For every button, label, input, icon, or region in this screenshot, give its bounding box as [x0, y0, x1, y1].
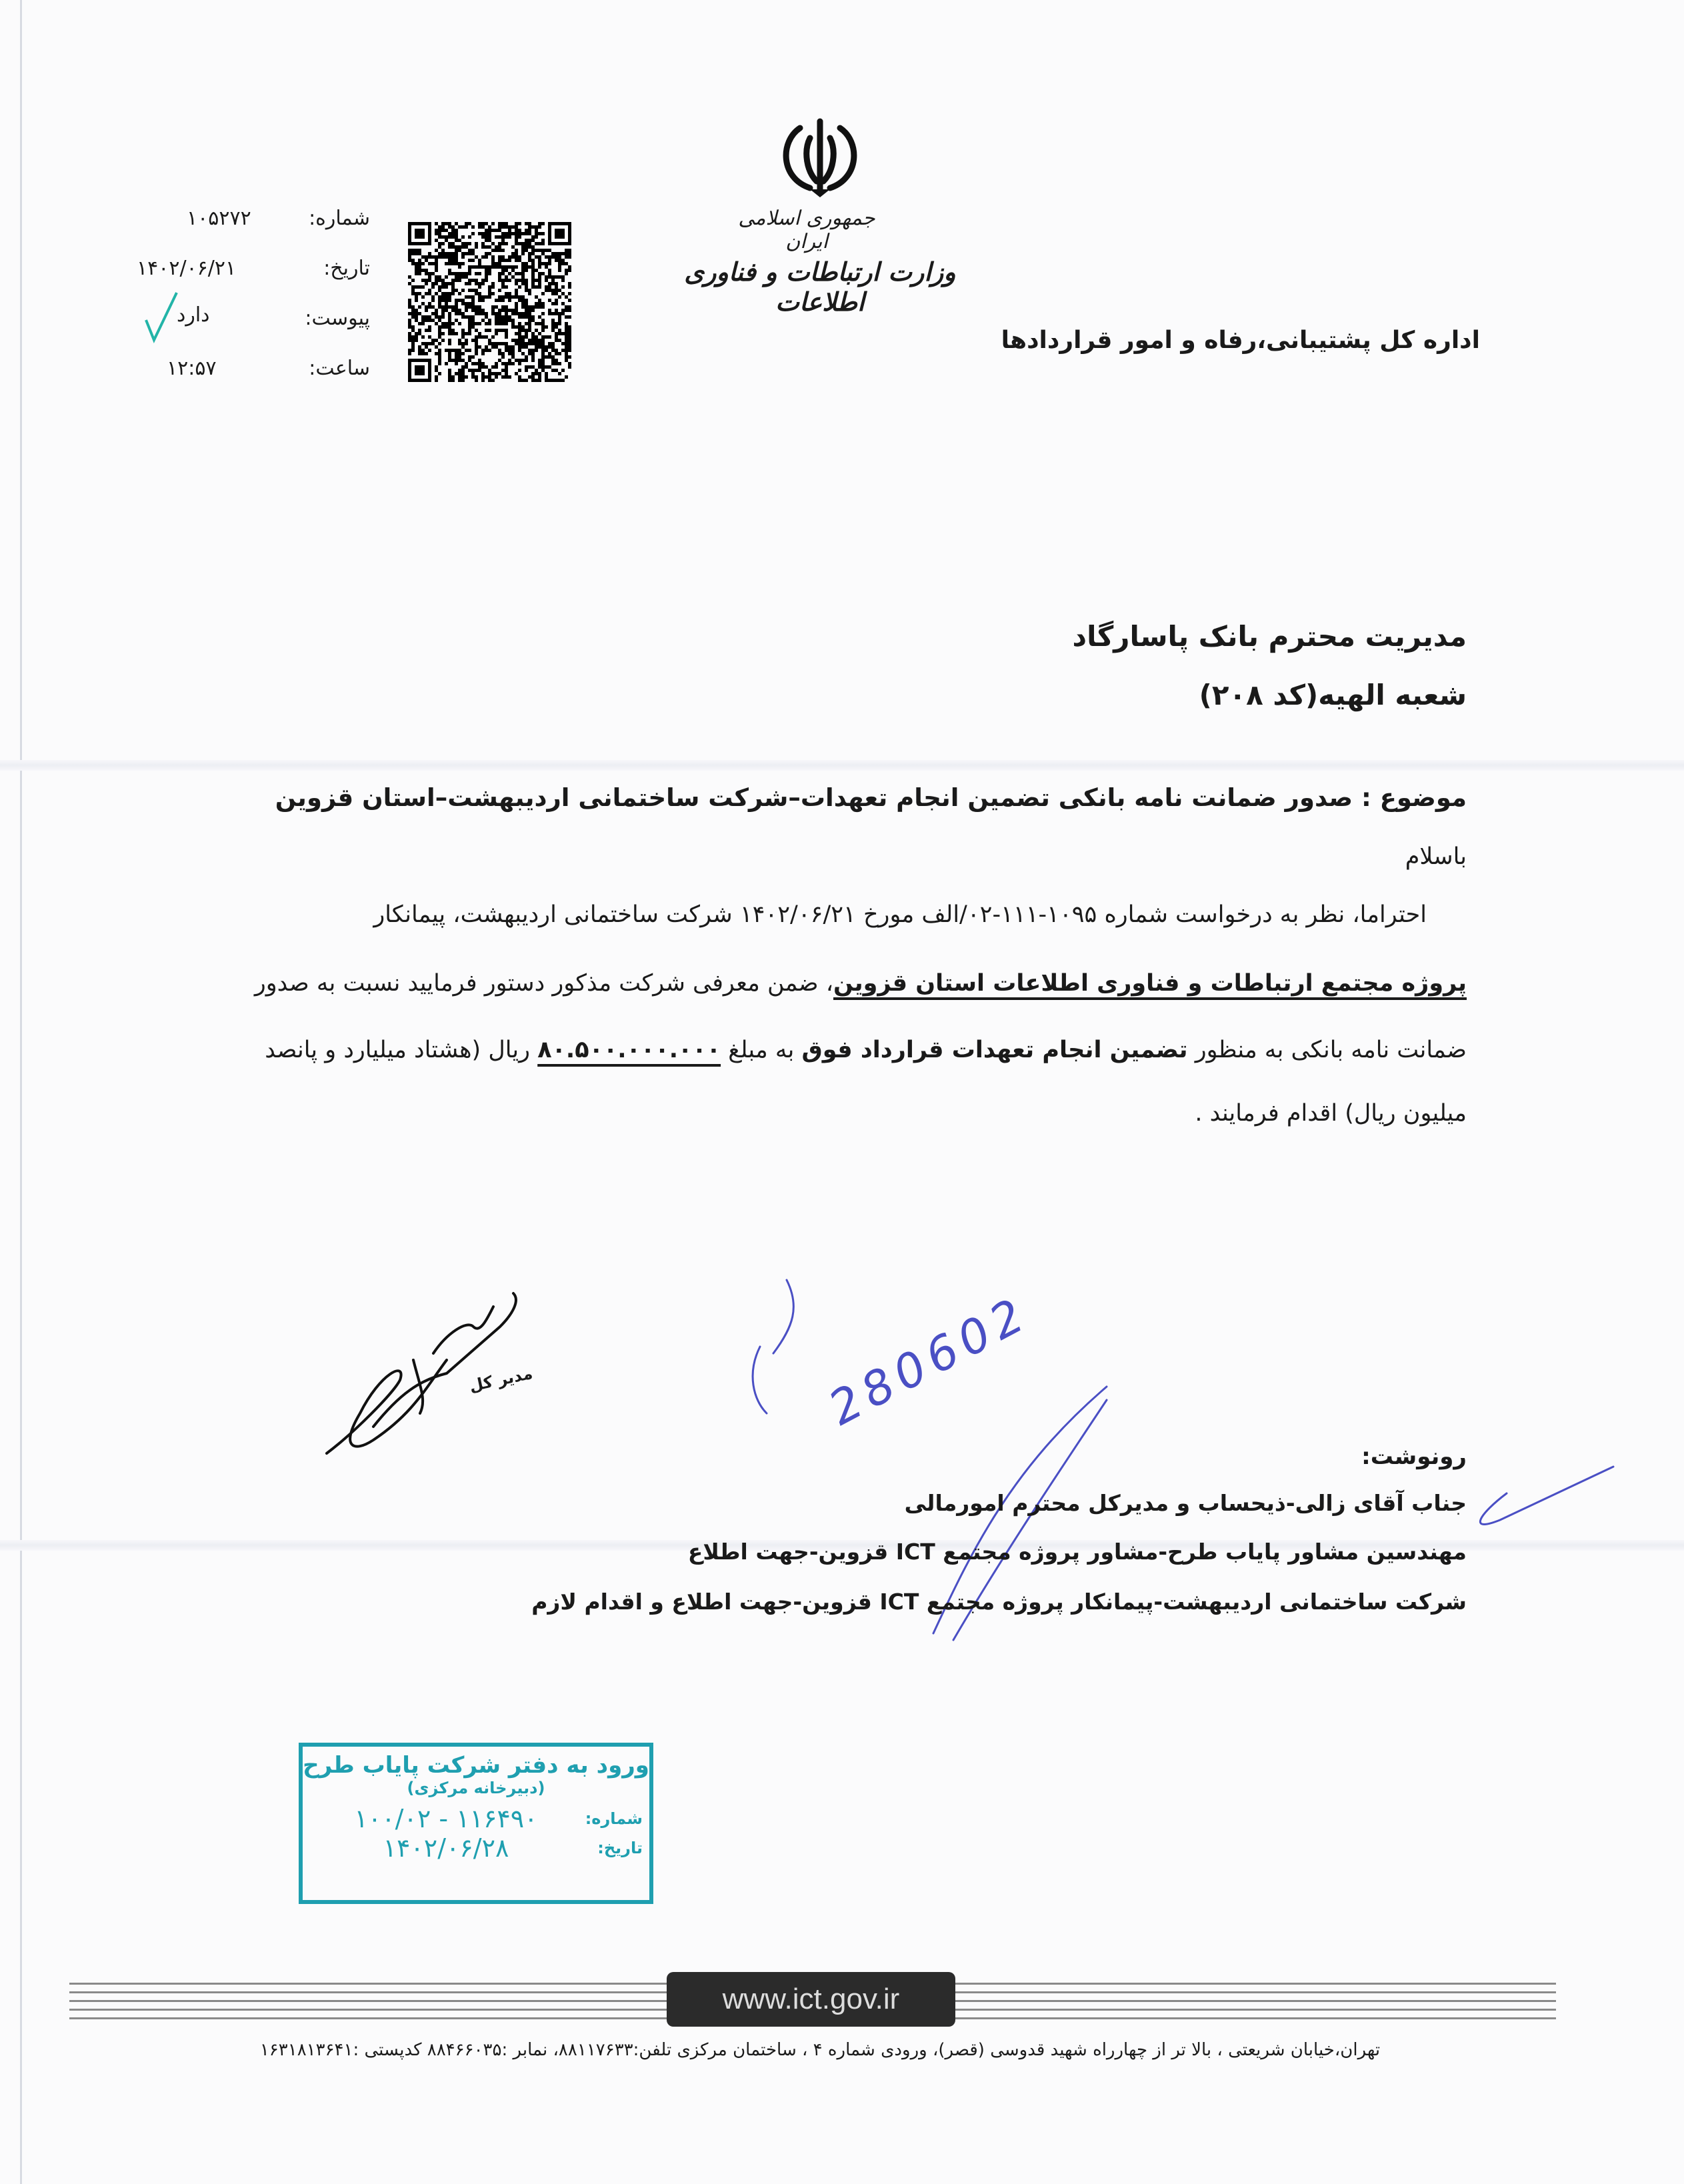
footer-address: تهران،خیابان شریعتی ، بالا تر از چهارراه شهید قدوسی (قصر)، ورودی شماره ۴ ، ساختمان مرکزی تلفن:۸۸۱۱۷۶۳۳، نمابر :۸۸۴۶۶۰۳۵ کدپستی :۱۶۳۱۸۱۳۶۴۱: [259, 2040, 1381, 2060]
qr-code: [408, 222, 571, 382]
time-value: ۱۲:۵۷: [167, 357, 217, 380]
body-text: به مبلغ: [721, 1037, 802, 1063]
received-stamp: [299, 1743, 653, 1904]
time-label: ساعت:: [309, 357, 370, 380]
cc-item: شرکت ساختمانی اردیبهشت-پیمانکار پروژه مجتمع ICT قزوین-جهت اطلاع و اقدام لازم: [531, 1589, 1467, 1615]
cc-item: مهندسین مشاور پایاب طرح-مشاور پروژه مجتمع ICT قزوین-جهت اطلاع: [687, 1539, 1467, 1565]
stamp-date-value: ۱۴۰۲/۰۶/۲۸: [383, 1833, 509, 1863]
subject: موضوع : صدور ضمانت نامه بانکی تضمین انجام تعهدات–شرکت ساختمانی اردیبهشت–استان قزوین: [275, 783, 1467, 812]
page-edge: [20, 0, 22, 2184]
cc-heading: رونوشت:: [1361, 1443, 1467, 1470]
date-label: تاریخ:: [323, 257, 370, 280]
stamp-number-label: شماره:: [585, 1809, 643, 1828]
stamp-subtitle: (دبیرخانه مرکزی): [407, 1779, 545, 1797]
handwritten-note: 280602: [819, 1285, 1039, 1437]
body-line-4: میلیون ریال) اقدام فرمایند .: [1195, 1100, 1467, 1127]
body-line-1: احتراما، نظر به درخواست شماره ۱۰۹۵-۱۱۱-۰۲/الف مورخ ۱۴۰۲/۰۶/۲۱ شرکت ساختمانی اردیبهشت، پیمانکار: [373, 901, 1427, 928]
date-value: ۱۴۰۲/۰۶/۲۱: [137, 257, 237, 280]
checkmark-icon: [143, 290, 180, 343]
department-name: اداره کل پشتیبانی،رفاه و امور قراردادها: [1001, 327, 1480, 354]
project-name: پروژه مجتمع ارتباطات و فناوری اطلاعات استان قزوین: [833, 970, 1467, 997]
ministry-name: وزارت ارتباطات و فناوری اطلاعات: [684, 257, 956, 317]
stamp-title: ورود به دفتر شرکت پایاب طرح: [303, 1752, 649, 1779]
recipient-line-2: شعبه الهیه(کد ۲۰۸): [1199, 679, 1467, 711]
cc-item: جناب آقای زالی-ذیحساب و مدیرکل محترم امورمالی: [904, 1490, 1467, 1516]
guarantee-purpose: تضمین انجام تعهدات قرارداد فوق: [801, 1037, 1188, 1063]
number-value: ۱۰۵۲۷۲: [187, 207, 251, 230]
amount-value: ۸۰.۵۰۰.۰۰۰.۰۰۰: [537, 1037, 721, 1063]
number-label: شماره:: [309, 207, 370, 230]
stamp-number-value: ۱۱۶۴۹۰ - ۱۰۰/۰۲: [354, 1804, 538, 1833]
body-line-2: [173, 970, 1467, 997]
iran-emblem-icon: [773, 115, 867, 198]
country-name: جمهوری اسلامی ایران: [738, 207, 875, 253]
attachment-value: دارد: [177, 303, 210, 327]
body-text: ، ضمن معرفی شرکت مذکور دستور فرمایید نسبت به صدور: [254, 970, 834, 997]
signatory-title: مدیر کل: [467, 1363, 535, 1396]
recipient-line-1: مدیریت محترم بانک پاسارگاد: [1072, 620, 1467, 653]
body-text: ریال (هشتاد میلیارد و پانصد: [265, 1037, 538, 1063]
body-text: ضمانت نامه بانکی به منظور: [1187, 1037, 1467, 1063]
attachment-label: پیوست:: [305, 307, 370, 330]
stamp-date-label: تاریخ:: [597, 1839, 643, 1857]
body-line-3: [173, 1037, 1467, 1063]
paper-fold: [0, 760, 1684, 771]
website-link[interactable]: www.ict.gov.ir: [667, 1972, 955, 2027]
greeting: باسلام: [1405, 843, 1467, 870]
